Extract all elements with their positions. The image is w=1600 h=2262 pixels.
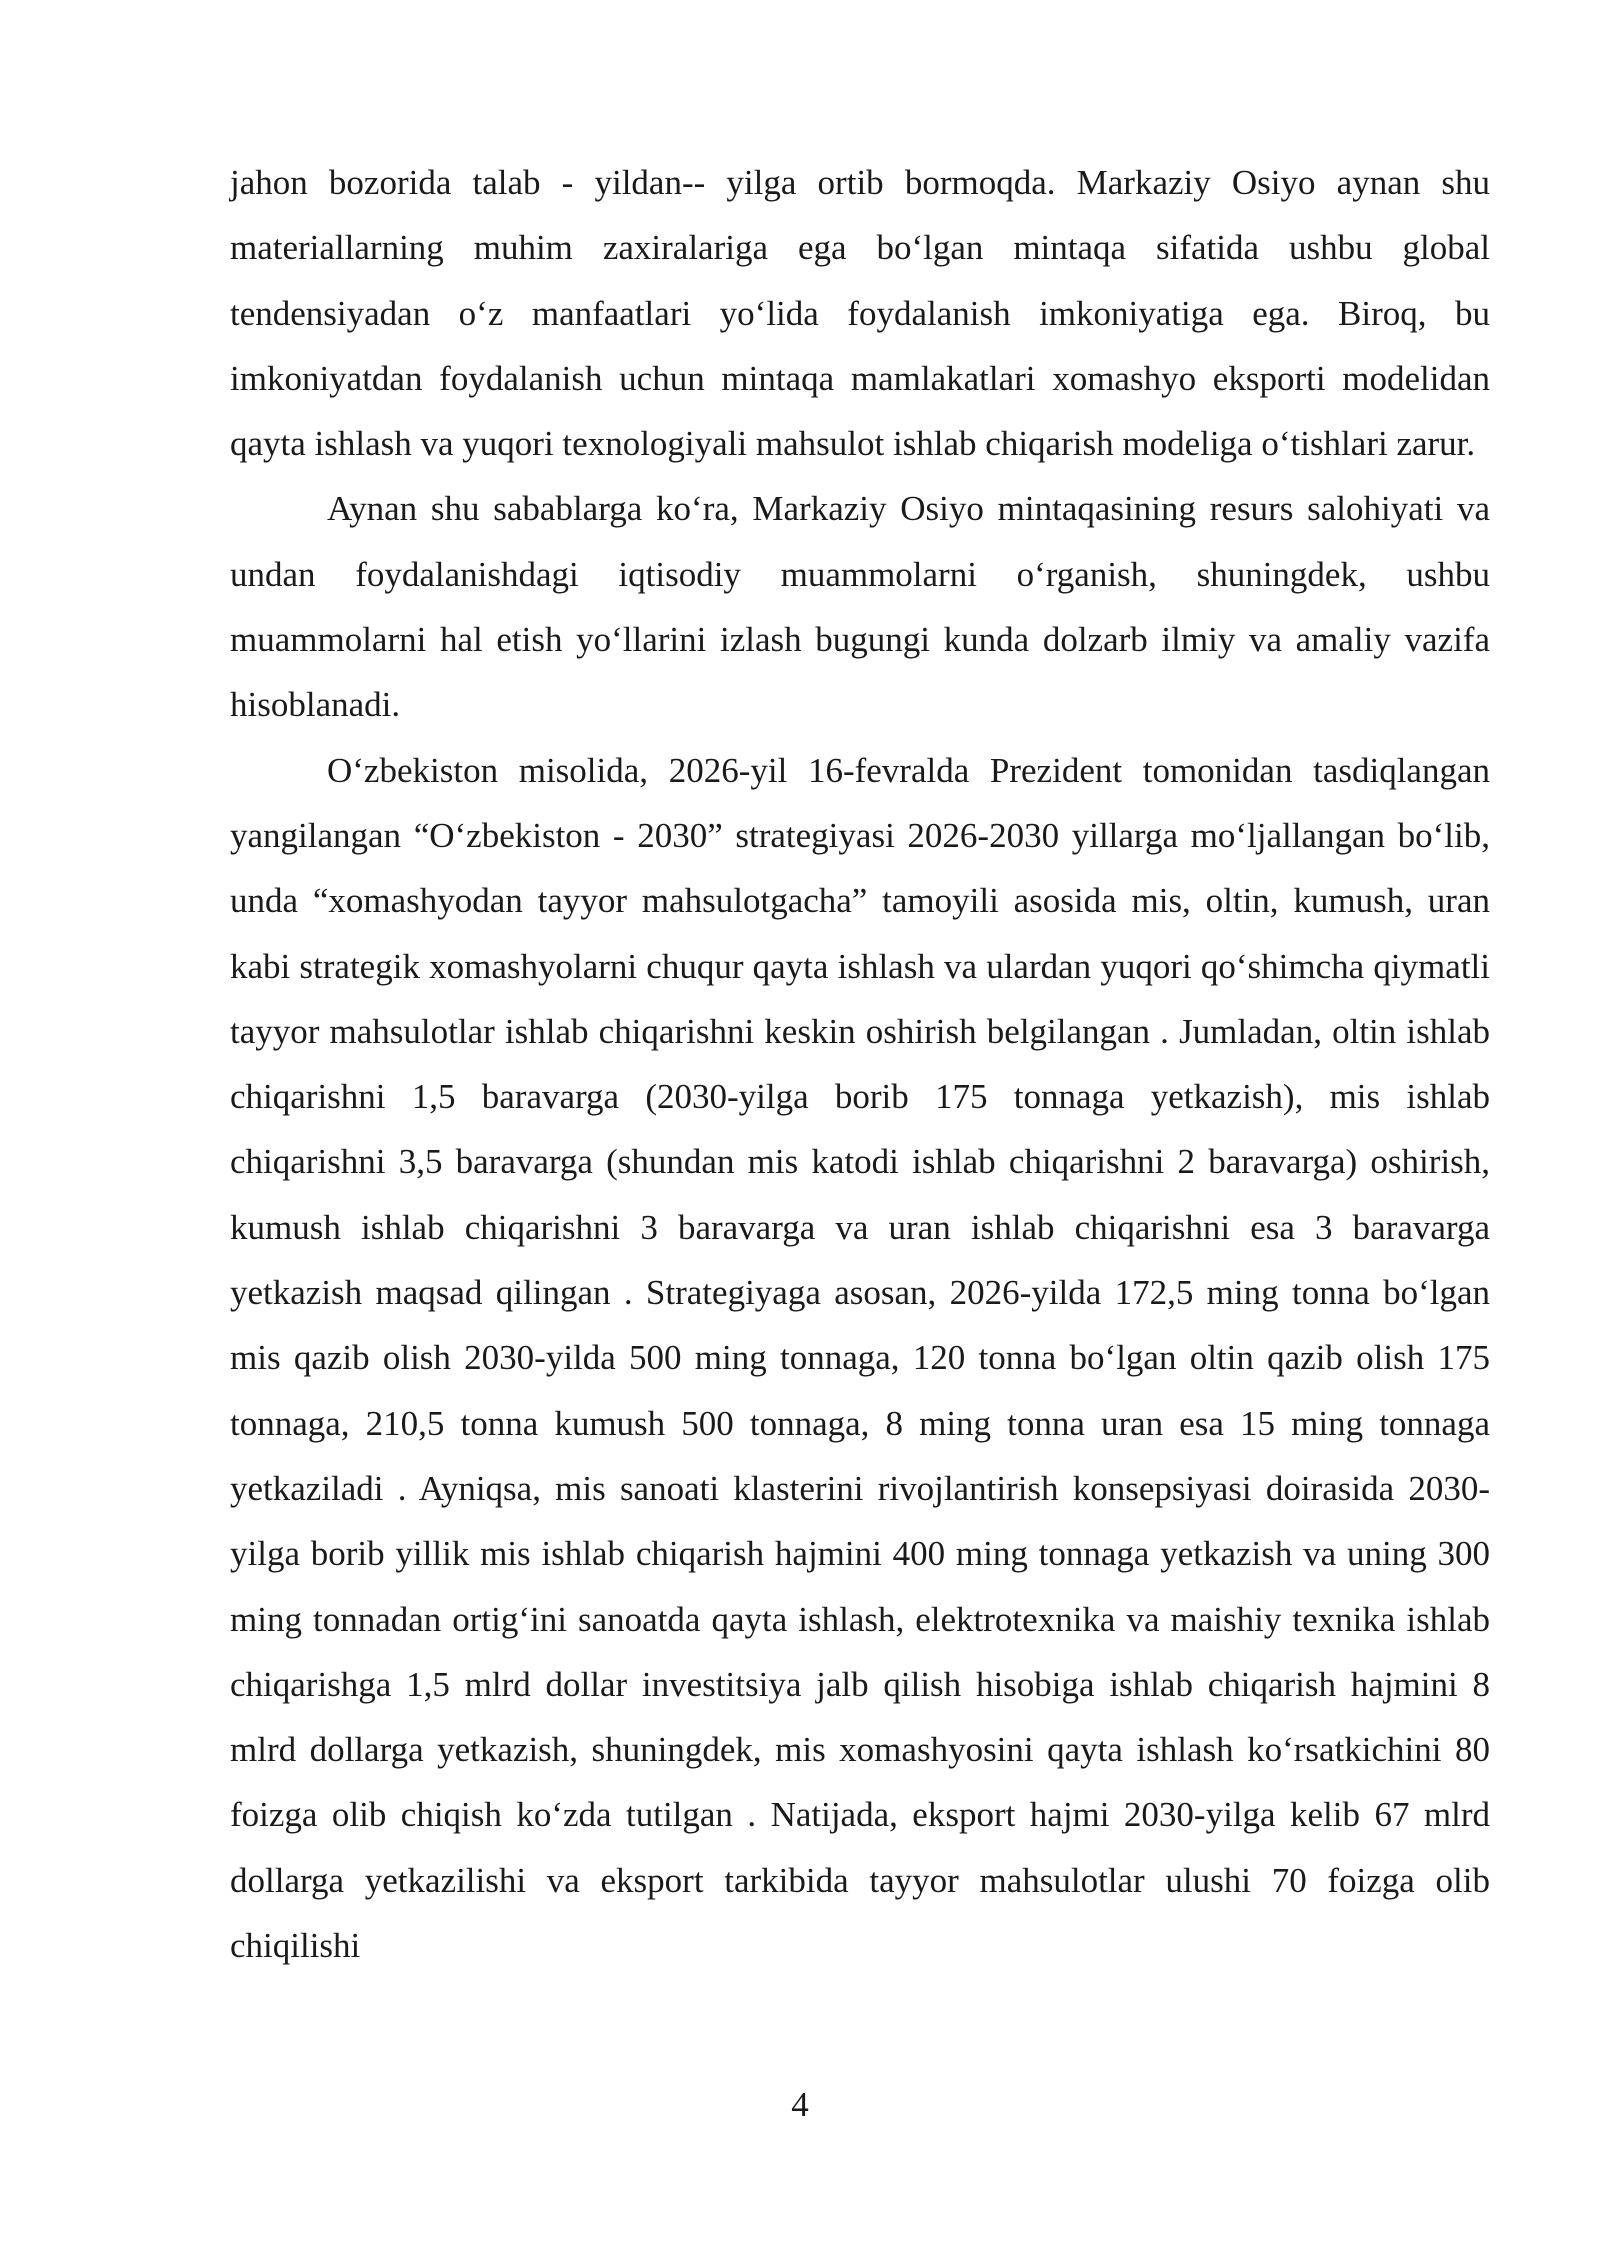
paragraph-relevance: Aynan shu sabablarga ko‘ra, Markaziy Osiyo mintaqasining resurs salohiyati va undan foydalanishdagi iqtisodiy muammolarni o‘rganish, shuningdek, ushbu muammolarni hal etish yo‘llarini izlash bugungi kunda dolzarb ilmiy va amaliy vazifa hisoblanadi. xyxy=(230,489,1490,725)
paragraph-continuation: jahon bozorida talab - yildan-- yilga ortib bormoqda. Markaziy Osiyo aynan shu materiallarning muhim zaxiralariga ega bo‘lgan mintaqa sifatida ushbu global tendensiyadan o‘z manfaatlari yo‘lida foydalanish imkoniyatiga ega. Biroq, bu imkoniyatdan foydalanish uchun mintaqa mamlakatlari xomashyo eksporti modelidan qayta ishlash va yuqori texnologiyali mahsulot ishlab chiqarish modeliga o‘tishlari zarur. xyxy=(230,163,1490,464)
page-number: 4 xyxy=(791,2085,809,2124)
body-text xyxy=(230,150,1490,1978)
paragraph-uzbekistan-strategy: O‘zbekiston misolida, 2026-yil 16-fevralda Prezident tomonidan tasdiqlangan yangilangan “O‘zbekiston - 2030” strategiyasi 2026-2030 yillarga mo‘ljallangan bo‘lib, unda “xomashyodan tayyor mahsulotgacha” tamoyili asosida mis, oltin, kumush, uran kabi strategik xomashyolarni chuqur qayta ishlash va ulardan yuqori qo‘shimcha qiymatli tayyor mahsulotlar ishlab chiqarishni keskin oshirish belgilangan . Jumladan, oltin ishlab chiqarishni 1,5 baravarga (2030-yilga borib 175 tonnaga yetkazish), mis ishlab chiqarishni 3,5 baravarga (shundan mis katodi ishlab chiqarishni 2 baravarga) oshirish, kumush ishlab chiqarishni 3 baravarga va uran ishlab chiqarishni esa 3 baravarga yetkazish maqsad qilingan . Strategiyaga asosan, 2026-yilda 172,5 ming tonna bo‘lgan mis qazib olish 2030-yilda 500 ming tonnaga, 120 tonna bo‘lgan oltin qazib olish 175 tonnaga, 210,5 tonna kumush 500 tonnaga, 8 ming tonna uran esa 15 ming tonnaga yetkaziladi . Ayniqsa, mis sanoati klasterini rivojlantirish konsepsiyasi doirasida 2030-yilga borib yillik mis ishlab chiqarish hajmini 400 ming tonnaga yetkazish va uning 300 ming tonnadan ortig‘ini sanoatda qayta ishlash, elektrotexnika va maishiy texnika ishlab chiqarishga 1,5 mlrd dollar investitsiya jalb qilish hisobiga ishlab chiqarish hajmini 8 mlrd dollarga yetkazish, shuningdek, mis xomashyosini qayta ishlash ko‘rsatkichini 80 foizga olib chiqish ko‘zda tutilgan . Natijada, eksport hajmi 2030-yilga kelib 67 mlrd dollarga yetkazilishi va eksport tarkibida tayyor mahsulotlar ulushi 70 foizga olib chiqilishi xyxy=(230,750,1490,1966)
